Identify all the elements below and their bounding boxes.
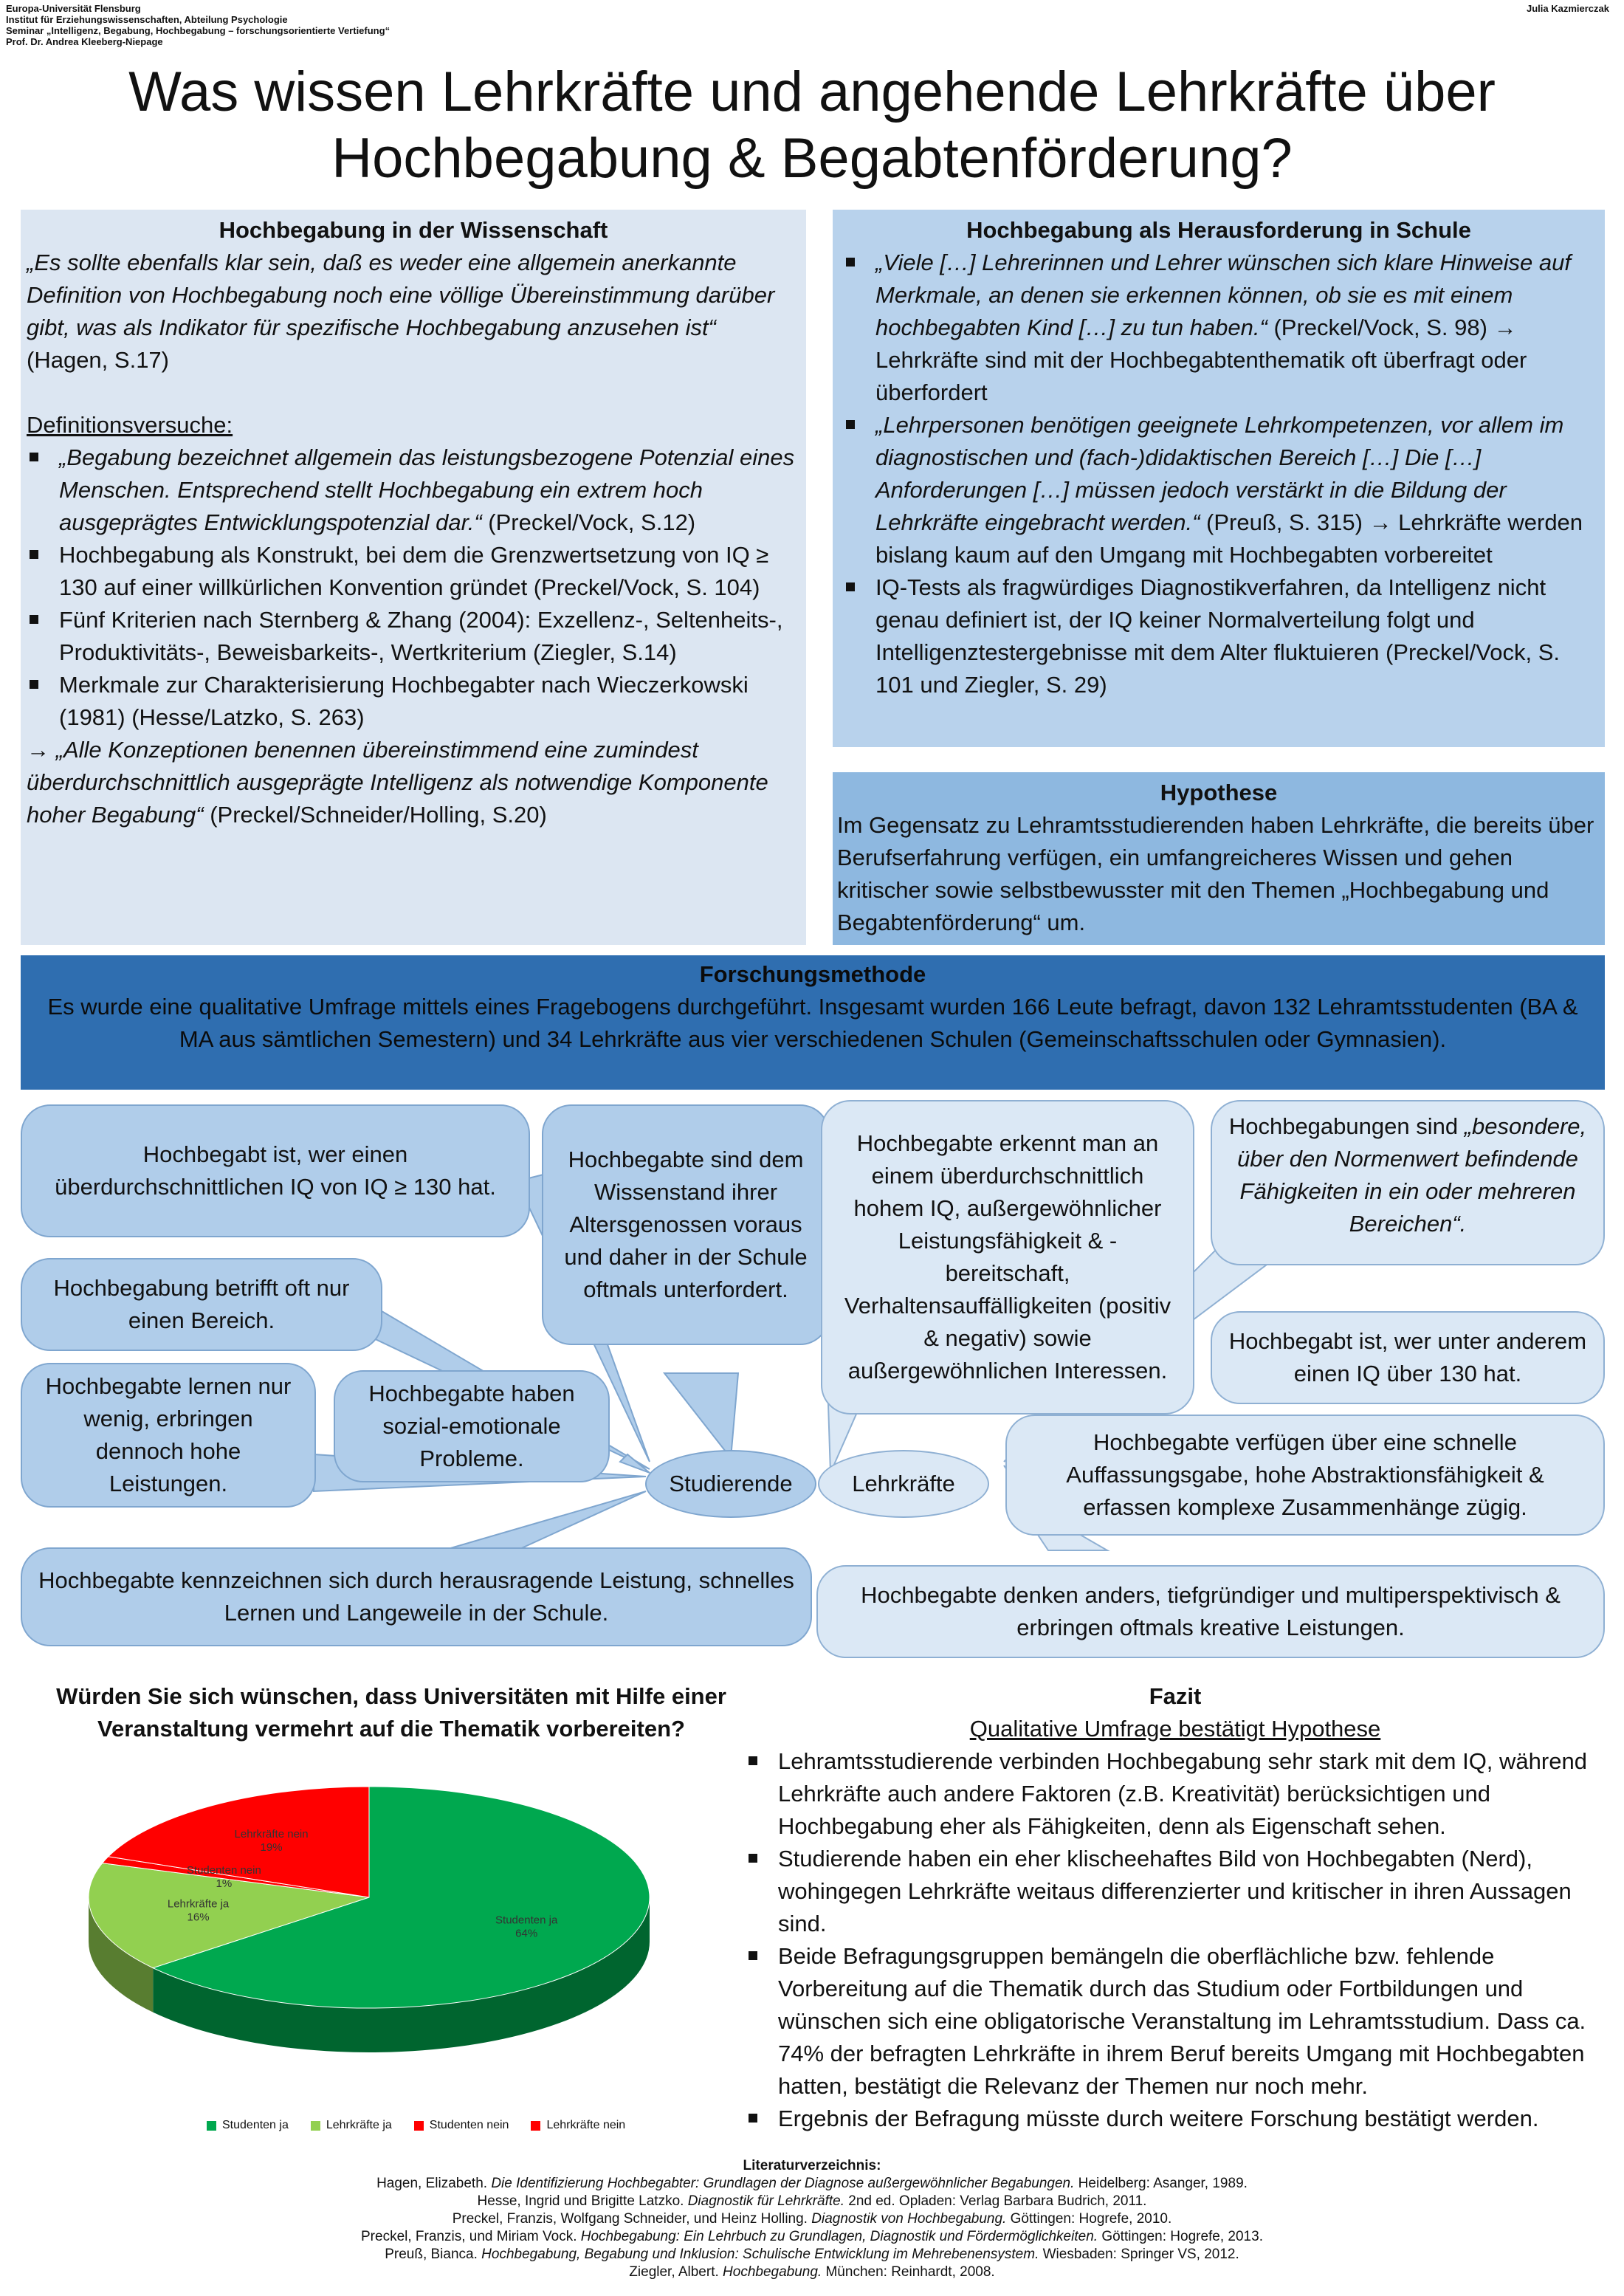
definitions-list bbox=[27, 441, 800, 734]
tail-s5 bbox=[620, 1454, 650, 1473]
science-panel bbox=[21, 210, 806, 945]
hypothesis-heading: Hypothese bbox=[1160, 780, 1278, 805]
teacher-bubble bbox=[1211, 1100, 1605, 1265]
teacher-bubble-text: Hochbegabungen sind bbox=[1228, 1113, 1465, 1139]
chart-legend bbox=[207, 2114, 679, 2137]
legend-item bbox=[311, 2119, 392, 2132]
pie-value-studenten-nein: 1% bbox=[216, 1877, 233, 1891]
reference-item: Preckel, Franzis, Wolfgang Schneider, und Heinz Holling. Diagnostik von Hochbegabung. Göttingen: Hogrefe, 2010. bbox=[452, 2211, 1172, 2227]
legend-swatch bbox=[207, 2121, 216, 2131]
pie-label-studenten-ja: Studenten ja bbox=[495, 1914, 558, 1927]
student-bubble: Hochbegabte sind dem Wissenstand ihrer Altersgenossen voraus und daher in der Schule oftmals unterfordert. bbox=[542, 1104, 830, 1345]
fazit-subheading: Qualitative Umfrage bestätigt Hypothese bbox=[969, 1716, 1381, 1742]
fazit-list bbox=[746, 1745, 1605, 2135]
student-bubble: Hochbegabte haben sozial-emotionale Probleme. bbox=[334, 1370, 610, 1482]
hagen-source: (Hagen, S.17) bbox=[27, 347, 169, 373]
hypothesis-text: Im Gegensatz zu Lehramtsstudierenden haben Lehrkräfte, die bereits über Berufserfahrung verfügen, ein umfangreicheres Wissen und gehen kritischer sowie selbstbewusster mit den Themen „Hochbegabung und Begabtenförderung“ um. bbox=[837, 812, 1594, 935]
legend-swatch bbox=[311, 2121, 320, 2131]
pie-value-studenten-ja: 64% bbox=[515, 1927, 538, 1940]
poster-title bbox=[0, 59, 1624, 192]
school-panel bbox=[833, 210, 1605, 747]
affiliation-line: Seminar „Intelligenz, Begabung, Hochbegabung – forschungsorientierte Vertiefung“ bbox=[6, 25, 390, 36]
affiliation-line: Europa-Universität Flensburg bbox=[6, 3, 141, 14]
school-item bbox=[843, 247, 1594, 409]
reference-item: Ziegler, Albert. Hochbegabung. München: Reinhardt, 2008. bbox=[629, 2264, 995, 2280]
legend-label: Studenten ja bbox=[222, 2119, 289, 2131]
fazit-item: Lehramtsstudierende verbinden Hochbegabung sehr stark mit dem IQ, während Lehrkräfte auch andere Faktoren (z.B. Kreativität) berücksichtigen und Hochbegabung eher als Fähigkeiten, denn als Eigenschaft sehen. bbox=[746, 1745, 1605, 1843]
references bbox=[148, 2157, 1476, 2281]
reference-item: Hesse, Ingrid und Brigitte Latzko. Diagnostik für Lehrkräfte. 2nd ed. Opladen: Verlag Barbara Budrich, 2011. bbox=[477, 2193, 1147, 2209]
teacher-bubble-quote: „besondere, über den Normenwert befindende Fähigkeiten in ein oder mehreren Bereichen“. bbox=[1237, 1113, 1587, 1237]
student-bubble: Hochbegabte kennzeichnen sich durch herausragende Leistung, schnelles Lernen und Langeweile in der Schule. bbox=[21, 1547, 812, 1646]
legend-item bbox=[207, 2119, 289, 2132]
hagen-quote: „Es sollte ebenfalls klar sein, daß es weder eine allgemein anerkannte Definition von Hochbegabung noch eine völlige Übereinstimmung darüber gibt, was als Indikator für spezifische Hochbegabung anzusehen ist“ bbox=[27, 250, 775, 340]
teacher-bubble: Hochbegabte erkennt man an einem überdurchschnittlich hohem IQ, außergewöhnlicher Leistungsfähigkeit & -bereitschaft, Verhaltensauffälligkeiten (positiv & negativ) sowie außergewöhnlichen Interessen. bbox=[821, 1100, 1194, 1415]
teacher-bubble: Hochbegabt ist, wer unter anderem einen IQ über 130 hat. bbox=[1211, 1311, 1605, 1404]
teachers-oval: Lehrkräfte bbox=[818, 1450, 989, 1518]
legend-label: Studenten nein bbox=[429, 2119, 509, 2131]
teacher-bubble: Hochbegabte denken anders, tiefgründiger und multiperspektivisch & erbringen oftmals kreative Leistungen. bbox=[816, 1565, 1605, 1658]
student-bubble: Hochbegabt ist, wer einen überdurchschnittlichen IQ von IQ ≥ 130 hat. bbox=[21, 1104, 530, 1237]
students-oval: Studierende bbox=[645, 1450, 816, 1518]
fazit-item: Studierende haben ein eher klischeehaftes Bild von Hochbegabten (Nerd), wohingegen Lehrkräfte weitaus differenzierter und kritischer in ihren Aussagen sind. bbox=[746, 1843, 1605, 1940]
pie-value-lehrkräfte-nein: 19% bbox=[260, 1841, 283, 1855]
method-panel bbox=[21, 955, 1605, 1090]
science-conclusion bbox=[27, 734, 800, 831]
references-heading: Literaturverzeichnis: bbox=[743, 2158, 881, 2173]
conclusion-quote: „Alle Konzeptionen benennen übereinstimmend eine zumindest überdurchschnittlich ausgeprägte Intelligenz als notwendige Komponente hoher Begabung“ bbox=[27, 737, 768, 828]
school-list bbox=[843, 247, 1594, 701]
definition-item: Hochbegabung als Konstrukt, bei dem die Grenzwertsetzung von IQ ≥ 130 auf einer willkürlichen Konvention gründet (Preckel/Vock, S. 104) bbox=[27, 539, 800, 604]
pie-chart bbox=[74, 1757, 709, 2097]
pie-label-lehrkräfte-ja: Lehrkräfte ja bbox=[167, 1897, 230, 1911]
science-quote-paragraph bbox=[27, 247, 800, 377]
legend-item bbox=[414, 2119, 509, 2132]
reference-item: Preckel, Franzis, und Miriam Vock. Hochbegabung: Ein Lehrbuch zu Grundlagen, Diagnostik und Fördermöglichkeiten. Göttingen: Hogrefe, 2013. bbox=[361, 2229, 1263, 2244]
affiliation-line: Institut für Erziehungswissenschaften, Abteilung Psychologie bbox=[6, 14, 288, 25]
school-quote: „Lehrpersonen benötigen geeignete Lehrkompetenzen, vor allem im diagnostischen und (fach-)didaktischen Bereich […] Die […] Anforderungen […] müssen jedoch verstärkt in die Bildung der Lehrkräfte eingebracht werden.“ bbox=[875, 412, 1564, 535]
chart-title: Würden Sie sich wünschen, dass Universitäten mit Hilfe einer Veranstaltung vermehrt auf die Thematik vorbereiten? bbox=[56, 1683, 726, 1742]
fazit-item: Beide Befragungsgruppen bemängeln die oberflächliche bzw. fehlende Vorbereitung auf die Thematik durch das Studium oder Fortbildungen und wünschen sich eine obligatorische Veranstaltung im Lehramtsstudium. Dass ca. 74% der befragten Lehrkräfte in ihrem Beruf bereits Umgang mit Hochbegabten hatten, bestätigt die Relevanz der Themen nur noch mehr. bbox=[746, 1940, 1605, 2103]
title-line-1: Was wissen Lehrkräfte und angehende Lehrkräfte über bbox=[128, 61, 1496, 123]
reference-item: Preuß, Bianca. Hochbegabung, Begabung und Inklusion: Schulische Entwicklung im Mehrebenensystem. Wiesbaden: Springer VS, 2012. bbox=[385, 2247, 1239, 2262]
pie-label-studenten-nein: Studenten nein bbox=[186, 1864, 261, 1877]
affiliation-line: Prof. Dr. Andrea Kleeberg-Niepage bbox=[6, 36, 163, 47]
fazit-heading: Fazit bbox=[1149, 1683, 1202, 1709]
definition-source: (Preckel/Vock, S.12) bbox=[481, 509, 696, 535]
author-name: Julia Kazmierczak bbox=[1526, 3, 1609, 14]
legend-label: Lehrkräfte nein bbox=[546, 2119, 626, 2131]
legend-swatch bbox=[414, 2121, 424, 2131]
definitions-heading: Definitionsversuche: bbox=[27, 412, 233, 438]
affiliation-block bbox=[6, 3, 390, 47]
fazit-item: Ergebnis der Befragung müsste durch weitere Forschung bestätigt werden. bbox=[746, 2103, 1605, 2135]
fazit-panel bbox=[746, 1680, 1605, 2135]
arrow-icon: → bbox=[27, 737, 56, 763]
school-comment: (Preckel/Vock, S. 98) → Lehrkräfte sind mit der Hochbegabtenthematik oft überfragt oder überfordert bbox=[875, 315, 1527, 405]
school-item: IQ-Tests als fragwürdiges Diagnostikverfahren, da Intelligenz nicht genau definiert ist, der IQ keiner Normalverteilung folgt und Intelligenztestergebnisse mit dem Alter fluktuieren (Preckel/Vock, S. 101 und Ziegler, S. 29) bbox=[843, 571, 1594, 701]
legend-swatch bbox=[531, 2121, 540, 2131]
pie-value-lehrkräfte-ja: 16% bbox=[187, 1911, 210, 1924]
school-quote: „Viele […] Lehrerinnen und Lehrer wünschen sich klare Hinweise auf Merkmale, an denen sie erkennen können, ob sie es mit einem hochbegabten Kind […] zu tun haben.“ bbox=[875, 250, 1572, 340]
school-item bbox=[843, 409, 1594, 571]
reference-item: Hagen, Elizabeth. Die Identifizierung Hochbegabter: Grundlagen der Diagnose außergewöhnlicher Begabungen. Heidelberg: Asanger, 1989. bbox=[376, 2176, 1248, 2191]
definition-item bbox=[27, 441, 800, 539]
definition-item: Merkmale zur Charakterisierung Hochbegabter nach Wieczerkowski (1981) (Hesse/Latzko, S. 263) bbox=[27, 669, 800, 734]
student-bubble: Hochbegabte lernen nur wenig, erbringen dennoch hohe Leistungen. bbox=[21, 1363, 316, 1508]
tail-s6 bbox=[443, 1491, 646, 1550]
tail-s2 bbox=[664, 1373, 738, 1458]
definition-item: Fünf Kriterien nach Sternberg & Zhang (2004): Exzellenz-, Seltenheits-, Produktivitäts-, Beweisbarkeits-, Wertkriterium (Ziegler, S.14) bbox=[27, 604, 800, 669]
teacher-bubble: Hochbegabte verfügen über eine schnelle Auffassungsgabe, hohe Abstraktionsfähigkeit & erfassen komplexe Zusammenhänge zügig. bbox=[1005, 1415, 1605, 1536]
pie-label-lehrkräfte-nein: Lehrkräfte nein bbox=[234, 1828, 309, 1841]
student-bubble: Hochbegabung betrifft oft nur einen Bereich. bbox=[21, 1258, 382, 1351]
conclusion-source: (Preckel/Schneider/Holling, S.20) bbox=[203, 802, 547, 828]
method-text: Es wurde eine qualitative Umfrage mittels eines Fragebogens durchgeführt. Insgesamt wurden 166 Leute befragt, davon 132 Lehramtsstudenten (BA & MA aus sämtlichen Semestern) und 34 Lehrkräfte aus vier verschiedenen Schulen (Gemeinschaftsschulen oder Gymnasien). bbox=[47, 994, 1578, 1052]
method-heading: Forschungsmethode bbox=[699, 961, 926, 987]
hypothesis-panel bbox=[833, 772, 1605, 945]
school-heading: Hochbegabung als Herausforderung in Schule bbox=[966, 217, 1471, 243]
legend-item bbox=[531, 2119, 625, 2132]
science-heading: Hochbegabung in der Wissenschaft bbox=[219, 217, 608, 243]
legend-label: Lehrkräfte ja bbox=[326, 2119, 392, 2131]
title-line-2: Hochbegabung & Begabtenförderung? bbox=[331, 127, 1293, 190]
school-comment: (Preuß, S. 315) → Lehrkräfte werden bislang kaum auf den Umgang mit Hochbegabten vorbereitet bbox=[875, 509, 1583, 568]
definition-quote: „Begabung bezeichnet allgemein das leistungsbezogene Potenzial eines Menschen. Entsprechend stellt Hochbegabung ein extrem hoch ausgeprägtes Entwicklungspotenzial dar.“ bbox=[59, 444, 795, 535]
